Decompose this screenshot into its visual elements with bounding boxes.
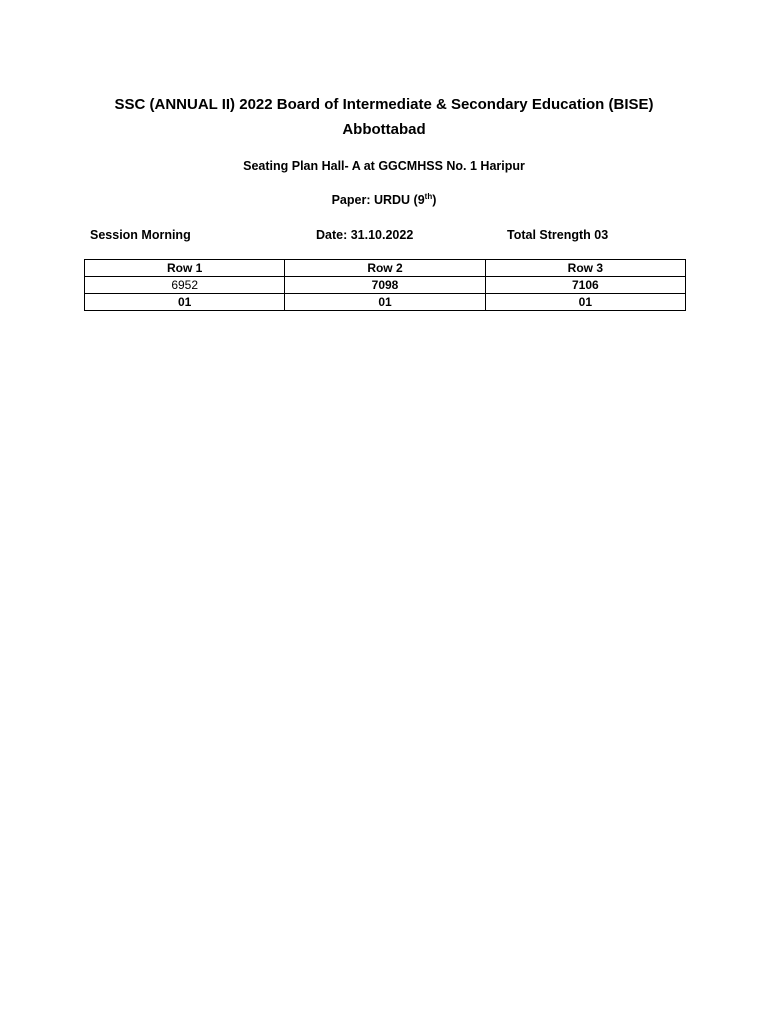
count-cell: 01	[485, 294, 685, 311]
seating-plan-table	[84, 259, 686, 311]
roll-number-cell: 6952	[85, 277, 285, 294]
paper-label	[60, 192, 708, 208]
paper-label-superscript: th	[424, 191, 433, 201]
count-cell: 01	[85, 294, 285, 311]
table-header-cell-row-3: Row 3	[485, 260, 685, 277]
seating-plan-hall: Seating Plan Hall- A at GGCMHSS No. 1 Haripur	[243, 159, 525, 173]
table-header-cell-row-1: Row 1	[85, 260, 285, 277]
document-title: SSC (ANNUAL II) 2022 Board of Intermediate & Secondary Education (BISE)	[114, 96, 654, 113]
table-row	[85, 277, 686, 294]
total-strength-label: Total Strength 03	[507, 228, 609, 242]
document-title-city: Abbottabad	[342, 121, 426, 138]
session-label: Session Morning	[90, 228, 191, 242]
table-header-cell-row-2: Row 2	[285, 260, 485, 277]
table-row	[85, 294, 686, 311]
table-header-row	[85, 260, 686, 277]
paper-label-suffix: )	[432, 193, 437, 207]
date-label: Date: 31.10.2022	[316, 228, 414, 242]
roll-number-cell: 7098	[285, 277, 485, 294]
roll-number-cell: 7106	[485, 277, 685, 294]
paper-label-prefix: Paper: URDU (9	[331, 193, 425, 207]
count-cell: 01	[285, 294, 485, 311]
